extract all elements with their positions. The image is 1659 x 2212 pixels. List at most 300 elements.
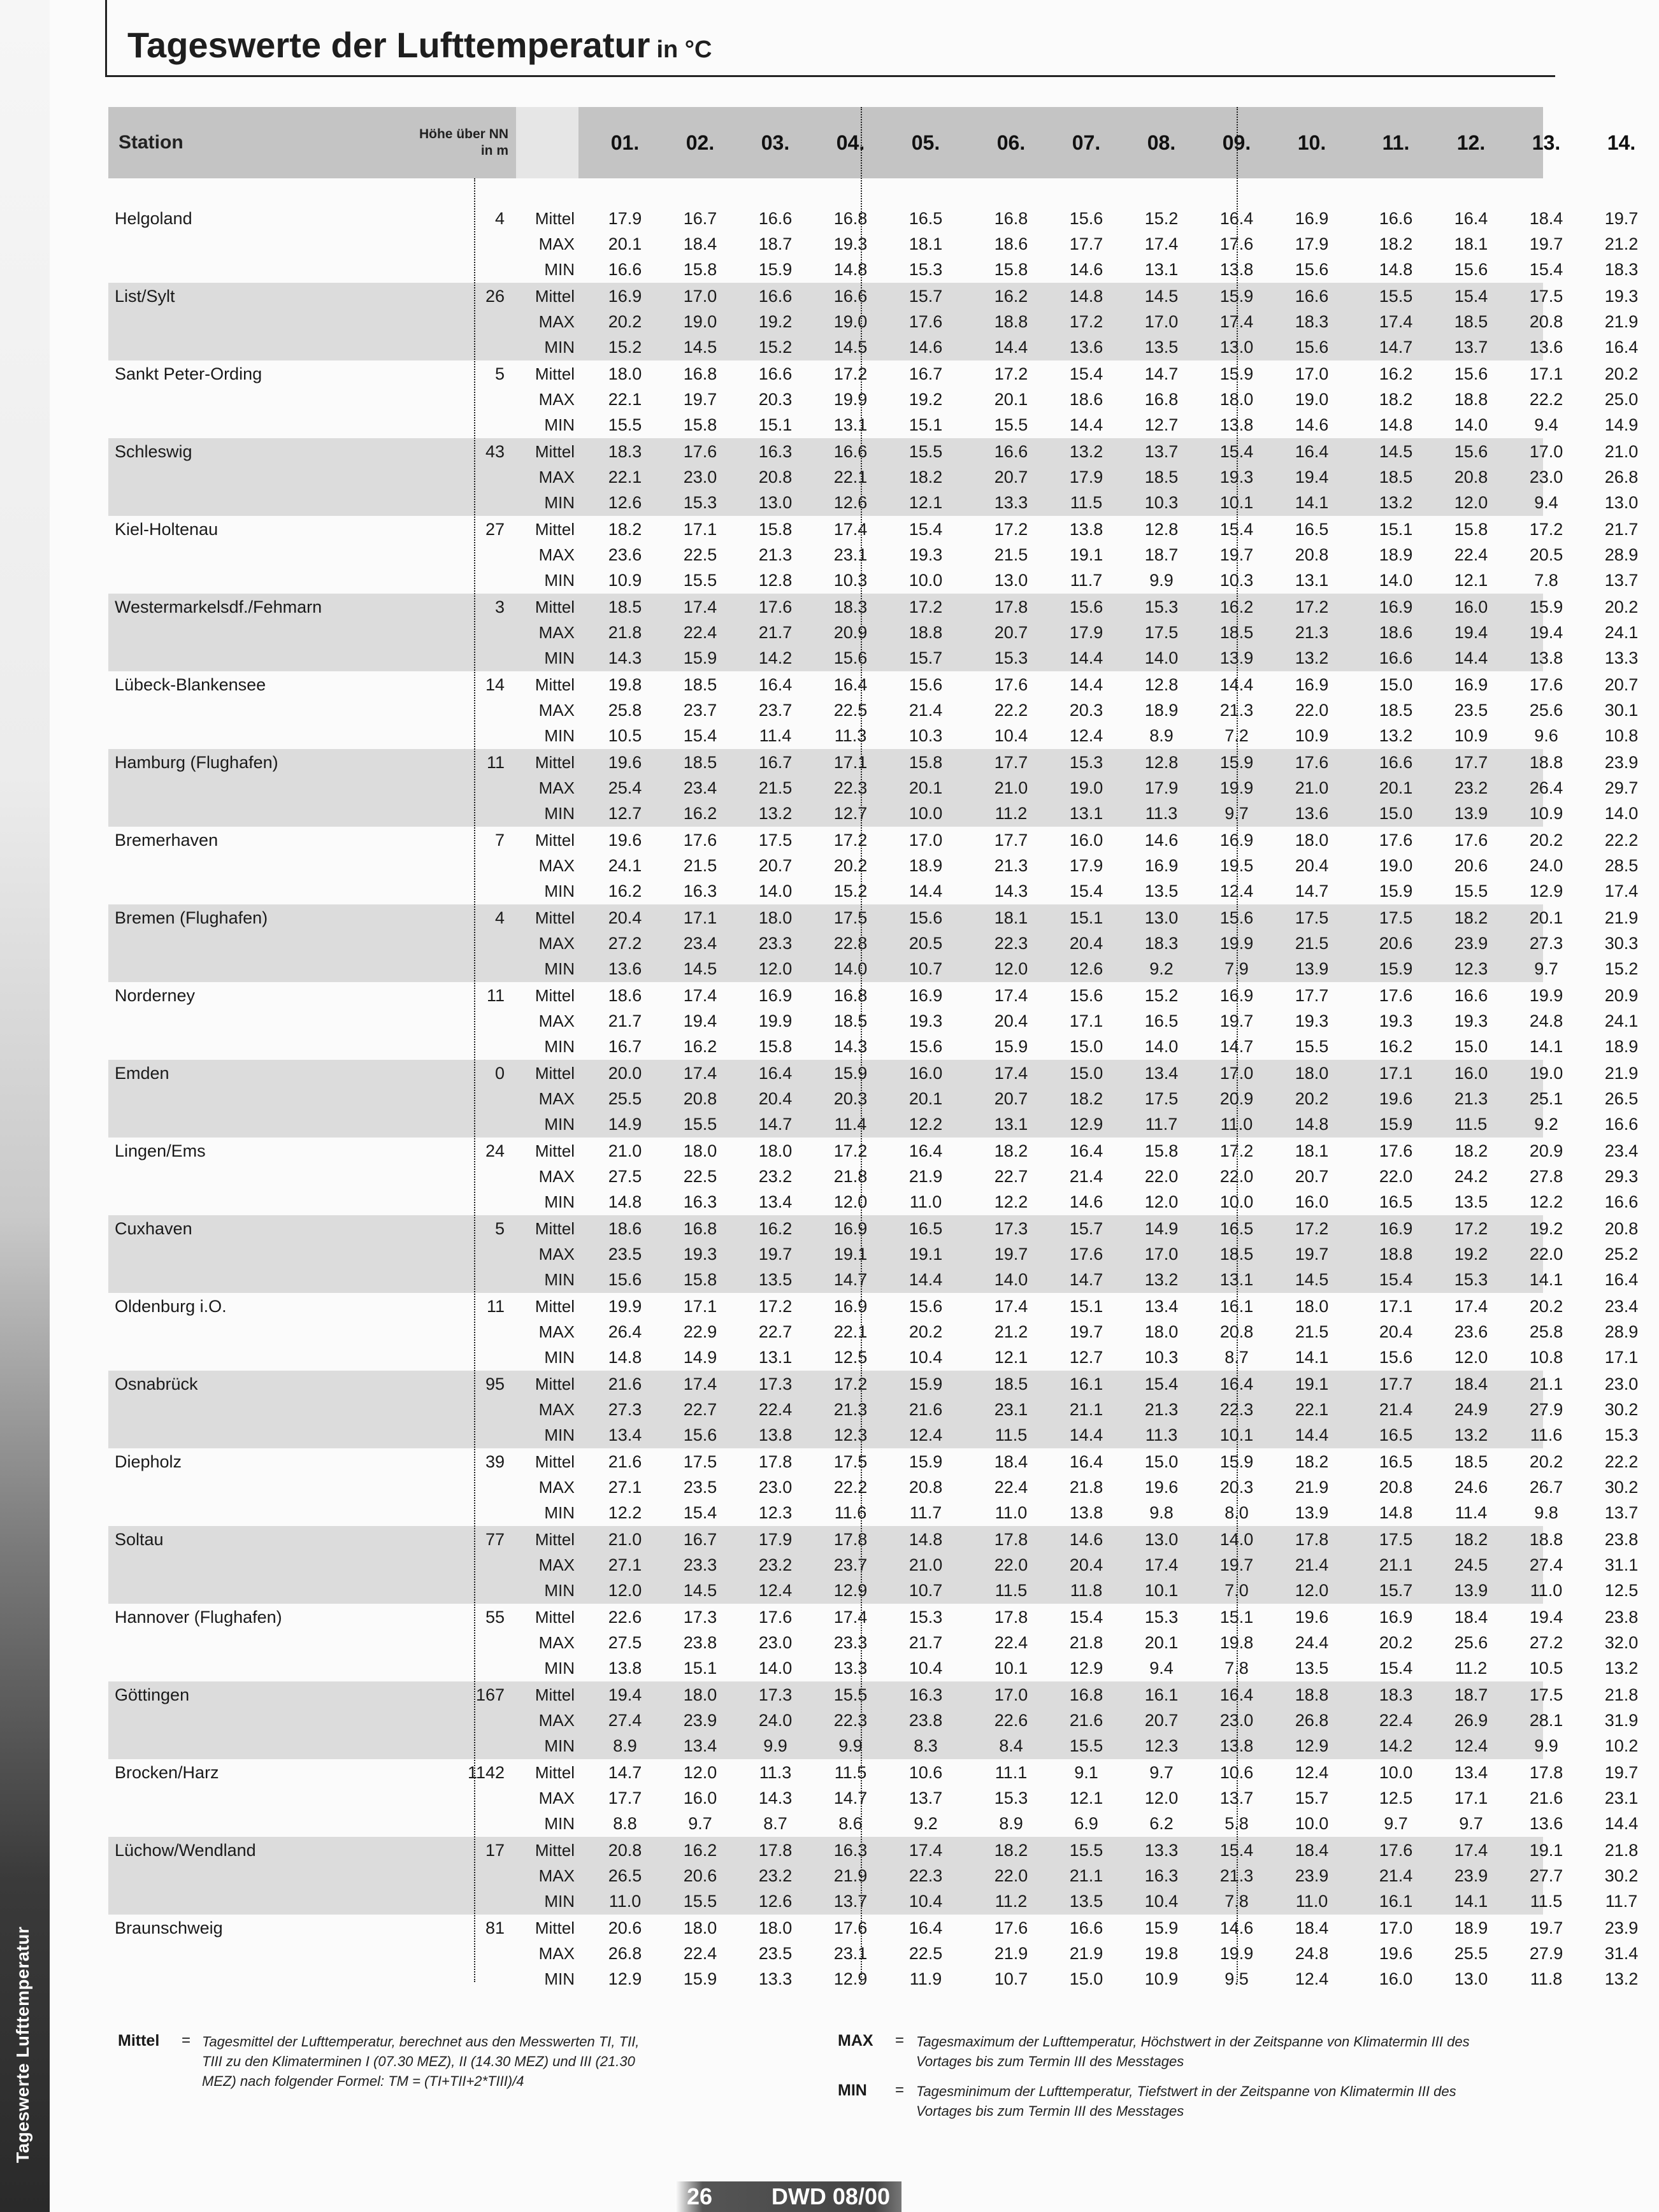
table-cell: 16.8 — [683, 1219, 717, 1238]
table-cell: 10.0 — [908, 804, 943, 823]
table-cell: 23.8 — [1604, 1608, 1639, 1627]
table-cell: 20.7 — [994, 623, 1028, 642]
table-cell: 20.4 — [1379, 1322, 1413, 1341]
table-cell: 17.8 — [994, 1530, 1028, 1549]
table-cell: 21.6 — [1069, 1711, 1103, 1730]
table-cell: 19.9 — [1219, 1944, 1254, 1963]
table-cell: 15.2 — [1144, 209, 1179, 228]
table-cell: 14.0 — [1379, 571, 1413, 590]
table-cell: 18.8 — [1529, 1530, 1563, 1549]
table-cell: 23.5 — [1454, 701, 1488, 720]
table-cell: 11.6 — [1530, 1425, 1563, 1445]
table-cell: 16.9 — [608, 287, 642, 306]
table-cell: 10.9 — [1529, 804, 1563, 823]
table-cell: 22.0 — [1295, 701, 1329, 720]
table-cell: 21.1 — [1379, 1555, 1413, 1574]
table-cell: 18.7 — [1454, 1685, 1488, 1704]
table-cell: 13.8 — [1069, 1503, 1103, 1522]
table-cell: 18.1 — [908, 234, 943, 253]
table-cell: 19.1 — [1529, 1841, 1563, 1860]
table-cell: 15.3 — [994, 648, 1028, 667]
row-type-label: Mittel — [535, 1530, 575, 1549]
table-cell: 17.6 — [1379, 1141, 1413, 1160]
table-cell: 20.3 — [833, 1089, 868, 1108]
table-cell: 22.5 — [683, 545, 717, 564]
table-cell: 14.4 — [908, 881, 943, 901]
table-cell: 20.1 — [1144, 1633, 1179, 1652]
table-cell: 12.0 — [758, 959, 793, 978]
table-cell: 19.7 — [1219, 545, 1254, 564]
table-cell: 12.1 — [994, 1348, 1028, 1367]
table-cell: 19.2 — [1529, 1219, 1563, 1238]
table-cell: 14.8 — [1379, 415, 1413, 434]
table-cell: 5.8 — [1224, 1814, 1249, 1833]
row-type-label: MAX — [538, 1245, 575, 1264]
table-cell: 15.4 — [908, 520, 943, 539]
station-name: Hannover (Flughafen) — [115, 1608, 282, 1627]
table-cell: 18.3 — [1604, 260, 1639, 279]
publication-label: DWD 08/00 — [771, 2183, 890, 2209]
table-cell: 15.9 — [1529, 597, 1563, 617]
header-day: 11. — [1382, 131, 1410, 154]
table-cell: 14.0 — [1219, 1530, 1254, 1549]
table-cell: 15.5 — [1069, 1736, 1103, 1755]
table-cell: 13.5 — [758, 1270, 793, 1289]
table-cell: 23.8 — [908, 1711, 943, 1730]
table-cell: 22.2 — [994, 701, 1028, 720]
station-name: Helgoland — [115, 209, 192, 228]
table-cell: 27.5 — [608, 1633, 642, 1652]
table-cell: 16.5 — [1379, 1452, 1413, 1471]
table-cell: 12.2 — [908, 1115, 943, 1134]
table-cell: 11.5 — [995, 1425, 1028, 1445]
station-block — [108, 594, 1639, 671]
table-cell: 10.4 — [908, 1348, 943, 1367]
table-cell: 18.6 — [994, 234, 1028, 253]
table-cell: 10.0 — [1379, 1763, 1413, 1782]
header-gap — [516, 107, 578, 178]
table-cell: 10.1 — [1219, 493, 1254, 512]
table-cell: 14.0 — [758, 1659, 793, 1678]
table-cell: 18.1 — [1454, 234, 1488, 253]
table-cell: 11.3 — [1145, 804, 1178, 823]
table-cell: 11.0 — [608, 1892, 642, 1911]
table-cell: 18.0 — [608, 364, 642, 383]
table-cell: 23.9 — [1454, 934, 1488, 953]
header-day: 09. — [1222, 131, 1251, 154]
station-height: 95 — [485, 1374, 505, 1394]
row-type-label: MIN — [544, 1270, 575, 1289]
table-cell: 10.8 — [1604, 726, 1639, 745]
table-cell: 18.8 — [994, 312, 1028, 331]
table-cell: 24.1 — [608, 856, 642, 875]
table-cell: 12.8 — [1144, 753, 1179, 772]
table-cell: 18.2 — [1379, 390, 1413, 409]
table-cell: 18.5 — [1144, 467, 1179, 487]
table-cell: 17.9 — [758, 1530, 793, 1549]
table-cell: 13.8 — [1219, 260, 1254, 279]
table-cell: 15.4 — [1144, 1374, 1179, 1394]
table-cell: 13.7 — [1219, 1788, 1254, 1808]
table-cell: 12.8 — [1144, 520, 1179, 539]
table-cell: 20.2 — [833, 856, 868, 875]
row-type-label: Mittel — [535, 986, 575, 1005]
table-cell: 12.5 — [1379, 1788, 1413, 1808]
table-cell: 16.9 — [1219, 986, 1254, 1005]
table-cell: 15.0 — [1454, 1037, 1488, 1056]
divider-day-05 — [861, 107, 862, 1982]
table-cell: 17.5 — [1379, 908, 1413, 927]
table-cell: 11.6 — [834, 1503, 867, 1522]
table-cell: 11.0 — [1530, 1581, 1563, 1600]
table-cell: 14.4 — [1604, 1814, 1639, 1833]
table-cell: 15.5 — [1069, 1841, 1103, 1860]
header-day: 06. — [996, 131, 1026, 154]
station-height: 17 — [485, 1841, 505, 1860]
table-cell: 15.4 — [1379, 1270, 1413, 1289]
table-cell: 17.1 — [833, 753, 868, 772]
row-type-label: MIN — [544, 1736, 575, 1755]
table-cell: 9.5 — [1224, 1969, 1249, 1988]
table-cell: 12.9 — [1069, 1115, 1103, 1134]
table-cell: 15.5 — [908, 442, 943, 461]
table-cell: 19.0 — [1529, 1064, 1563, 1083]
row-type-label: Mittel — [535, 364, 575, 383]
table-cell: 20.9 — [1529, 1141, 1563, 1160]
table-cell: 16.8 — [683, 364, 717, 383]
table-cell: 9.4 — [1534, 415, 1558, 434]
table-cell: 21.9 — [1069, 1944, 1103, 1963]
table-cell: 22.1 — [833, 1322, 868, 1341]
legend-max-key: MAX — [838, 2032, 873, 2050]
table-cell: 14.1 — [1295, 1348, 1329, 1367]
table-cell: 15.4 — [1219, 1841, 1254, 1860]
table-cell: 15.5 — [994, 415, 1028, 434]
table-cell: 16.9 — [758, 986, 793, 1005]
table-cell: 19.8 — [1144, 1944, 1179, 1963]
legend-max-equals: = — [895, 2032, 905, 2049]
table-cell: 15.8 — [994, 260, 1028, 279]
table-cell: 15.4 — [1379, 1659, 1413, 1678]
table-cell: 21.7 — [1604, 520, 1639, 539]
table-cell: 15.1 — [758, 415, 793, 434]
table-cell: 17.2 — [833, 1374, 868, 1394]
table-cell: 17.6 — [1219, 234, 1254, 253]
table-cell: 15.9 — [1219, 753, 1254, 772]
table-cell: 13.0 — [1144, 1530, 1179, 1549]
table-cell: 16.6 — [1069, 1918, 1103, 1937]
table-cell: 14.9 — [683, 1348, 717, 1367]
table-cell: 15.4 — [1219, 442, 1254, 461]
table-cell: 17.0 — [683, 287, 717, 306]
station-name: Braunschweig — [115, 1918, 223, 1937]
row-type-label: MAX — [538, 1633, 575, 1652]
table-cell: 15.4 — [1069, 881, 1103, 901]
table-cell: 23.4 — [1604, 1297, 1639, 1316]
table-cell: 21.3 — [758, 545, 793, 564]
table-cell: 30.1 — [1604, 701, 1639, 720]
table-cell: 29.3 — [1604, 1167, 1639, 1186]
table-cell: 20.5 — [908, 934, 943, 953]
table-cell: 17.3 — [994, 1219, 1028, 1238]
station-height: 14 — [485, 675, 505, 694]
station-height: 3 — [494, 597, 505, 617]
table-cell: 11.5 — [834, 1763, 867, 1782]
table-cell: 15.3 — [1454, 1270, 1488, 1289]
table-cell: 11.5 — [995, 1581, 1028, 1600]
table-cell: 18.4 — [1454, 1608, 1488, 1627]
table-cell: 17.4 — [1604, 881, 1639, 901]
table-cell: 16.6 — [1379, 648, 1413, 667]
table-cell: 16.6 — [608, 260, 642, 279]
table-cell: 16.5 — [1379, 1425, 1413, 1445]
station-block — [108, 1060, 1639, 1138]
table-cell: 21.3 — [1454, 1089, 1488, 1108]
station-height: 24 — [485, 1141, 505, 1160]
header-day: 12. — [1456, 131, 1486, 154]
page-title — [127, 24, 712, 66]
station-height: 43 — [485, 442, 505, 461]
table-cell: 17.9 — [1069, 467, 1103, 487]
table-cell: 21.3 — [994, 856, 1028, 875]
table-cell: 17.4 — [994, 1064, 1028, 1083]
table-cell: 17.6 — [994, 1918, 1028, 1937]
table-cell: 27.9 — [1529, 1944, 1563, 1963]
table-cell: 16.5 — [1144, 1011, 1179, 1031]
table-cell: 16.4 — [1219, 209, 1254, 228]
row-type-label: MIN — [544, 1115, 575, 1134]
table-header — [108, 107, 1636, 178]
table-cell: 17.0 — [1379, 1918, 1413, 1937]
table-cell: 17.2 — [1219, 1141, 1254, 1160]
table-cell: 23.0 — [683, 467, 717, 487]
table-cell: 17.6 — [994, 675, 1028, 694]
table-cell: 17.2 — [1295, 1219, 1329, 1238]
table-cell: 14.8 — [833, 260, 868, 279]
table-cell: 15.9 — [833, 1064, 868, 1083]
table-cell: 11.2 — [995, 804, 1028, 823]
table-cell: 16.1 — [1144, 1685, 1179, 1704]
station-name: Westermarkelsdf./Fehmarn — [115, 597, 322, 617]
station-name: Lübeck-Blankensee — [115, 675, 266, 694]
station-name: List/Sylt — [115, 287, 175, 306]
header-day: 05. — [911, 131, 940, 154]
table-cell: 13.0 — [1604, 493, 1639, 512]
table-cell: 17.1 — [1529, 364, 1563, 383]
table-cell: 18.5 — [1219, 1245, 1254, 1264]
table-cell: 22.2 — [1529, 390, 1563, 409]
station-block — [108, 438, 1639, 516]
table-cell: 19.4 — [608, 1685, 642, 1704]
table-cell: 13.6 — [1529, 338, 1563, 357]
table-cell: 14.3 — [994, 881, 1028, 901]
table-cell: 14.8 — [1379, 260, 1413, 279]
table-cell: 16.6 — [758, 209, 793, 228]
table-cell: 22.0 — [1144, 1167, 1179, 1186]
table-cell: 27.3 — [608, 1400, 642, 1419]
table-cell: 18.7 — [758, 234, 793, 253]
table-cell: 17.6 — [758, 597, 793, 617]
table-cell: 17.8 — [833, 1530, 868, 1549]
table-cell: 15.7 — [1069, 1219, 1103, 1238]
table-cell: 28.9 — [1604, 1322, 1639, 1341]
station-block — [108, 1138, 1639, 1215]
row-type-label: MIN — [544, 338, 575, 357]
table-cell: 19.3 — [1295, 1011, 1329, 1031]
table-cell: 21.3 — [1295, 623, 1329, 642]
station-name: Sankt Peter-Ording — [115, 364, 262, 383]
table-cell: 22.4 — [1379, 1711, 1413, 1730]
table-cell: 15.6 — [1069, 597, 1103, 617]
table-cell: 9.2 — [1149, 959, 1174, 978]
table-cell: 22.5 — [833, 701, 868, 720]
table-cell: 18.3 — [833, 597, 868, 617]
table-cell: 18.4 — [1454, 1374, 1488, 1394]
table-cell: 13.0 — [1219, 338, 1254, 357]
table-cell: 20.8 — [908, 1478, 943, 1497]
row-type-label: Mittel — [535, 1219, 575, 1238]
table-cell: 31.9 — [1604, 1711, 1639, 1730]
table-cell: 23.5 — [608, 1245, 642, 1264]
table-cell: 16.9 — [1379, 597, 1413, 617]
station-height: 0 — [494, 1064, 505, 1083]
row-type-label: MAX — [538, 234, 575, 253]
table-cell: 15.0 — [1069, 1037, 1103, 1056]
table-cell: 12.0 — [1454, 1348, 1488, 1367]
table-cell: 18.0 — [758, 1918, 793, 1937]
table-cell: 14.5 — [1295, 1270, 1329, 1289]
table-cell: 15.3 — [1069, 753, 1103, 772]
table-cell: 18.0 — [1295, 1297, 1329, 1316]
table-cell: 9.7 — [1224, 804, 1249, 823]
table-cell: 7.8 — [1224, 1659, 1249, 1678]
station-height: 4 — [494, 908, 505, 927]
table-cell: 10.0 — [1219, 1192, 1254, 1211]
table-cell: 11.3 — [1145, 1425, 1178, 1445]
row-type-label: Mittel — [535, 1297, 575, 1316]
table-cell: 7.8 — [1534, 571, 1558, 590]
station-height: 7 — [494, 831, 505, 850]
table-cell: 20.1 — [608, 234, 642, 253]
table-cell: 12.9 — [1295, 1736, 1329, 1755]
table-cell: 21.6 — [608, 1452, 642, 1471]
table-cell: 22.7 — [683, 1400, 717, 1419]
table-cell: 15.7 — [1295, 1788, 1329, 1808]
table-cell: 18.2 — [1454, 908, 1488, 927]
table-cell: 17.2 — [1295, 597, 1329, 617]
table-cell: 8.9 — [1149, 726, 1174, 745]
table-cell: 17.0 — [1295, 364, 1329, 383]
table-cell: 21.7 — [758, 623, 793, 642]
table-cell: 11.4 — [759, 726, 792, 745]
table-cell: 16.0 — [1454, 1064, 1488, 1083]
table-cell: 25.8 — [1529, 1322, 1563, 1341]
table-cell: 31.4 — [1604, 1944, 1639, 1963]
row-type-label: MIN — [544, 1037, 575, 1056]
table-cell: 13.1 — [758, 1348, 793, 1367]
table-cell: 23.2 — [1454, 778, 1488, 797]
table-cell: 13.6 — [1529, 1814, 1563, 1833]
table-cell: 12.6 — [758, 1892, 793, 1911]
header-day: 14. — [1607, 131, 1636, 154]
table-cell: 20.0 — [608, 1064, 642, 1083]
table-cell: 17.1 — [683, 520, 717, 539]
table-cell: 10.9 — [1454, 726, 1488, 745]
table-cell: 9.7 — [1384, 1814, 1408, 1833]
station-block — [108, 1681, 1639, 1759]
divider-label-column — [474, 178, 475, 1982]
table-cell: 17.1 — [683, 1297, 717, 1316]
table-cell: 17.4 — [1379, 312, 1413, 331]
table-cell: 14.7 — [833, 1788, 868, 1808]
station-height: 27 — [485, 520, 505, 539]
table-cell: 17.5 — [833, 908, 868, 927]
table-cell: 23.0 — [758, 1633, 793, 1652]
table-cell: 17.1 — [1454, 1788, 1488, 1808]
row-type-label: MIN — [544, 1659, 575, 1678]
table-cell: 15.2 — [1604, 959, 1639, 978]
table-cell: 12.4 — [1069, 726, 1103, 745]
table-cell: 14.8 — [908, 1530, 943, 1549]
table-cell: 19.4 — [1454, 623, 1488, 642]
table-cell: 15.5 — [1454, 881, 1488, 901]
row-type-label: MAX — [538, 1011, 575, 1031]
table-cell: 8.0 — [1224, 1503, 1249, 1522]
table-cell: 15.4 — [1219, 520, 1254, 539]
table-cell: 14.7 — [608, 1763, 642, 1782]
table-cell: 15.6 — [608, 1270, 642, 1289]
table-cell: 10.9 — [608, 571, 642, 590]
table-cell: 13.3 — [833, 1659, 868, 1678]
table-cell: 14.6 — [908, 338, 943, 357]
table-cell: 12.9 — [833, 1581, 868, 1600]
table-cell: 18.0 — [1219, 390, 1254, 409]
row-type-label: MAX — [538, 1089, 575, 1108]
station-block — [108, 1837, 1639, 1915]
table-cell: 16.6 — [1604, 1192, 1639, 1211]
row-type-label: MIN — [544, 260, 575, 279]
table-cell: 14.6 — [1144, 831, 1179, 850]
page-title-text: Tageswerte der Lufttemperatur — [127, 25, 650, 65]
table-cell: 18.6 — [1069, 390, 1103, 409]
table-cell: 18.1 — [994, 908, 1028, 927]
table-cell: 17.0 — [994, 1685, 1028, 1704]
table-cell: 18.2 — [994, 1841, 1028, 1860]
table-cell: 25.6 — [1454, 1633, 1488, 1652]
table-cell: 22.0 — [1219, 1167, 1254, 1186]
table-cell: 17.6 — [833, 1918, 868, 1937]
table-cell: 13.6 — [608, 959, 642, 978]
table-cell: 12.5 — [1604, 1581, 1639, 1600]
table-cell: 19.7 — [1529, 1918, 1563, 1937]
table-cell: 16.2 — [683, 804, 717, 823]
table-cell: 19.7 — [1219, 1555, 1254, 1574]
row-type-label: MAX — [538, 1866, 575, 1885]
table-body — [108, 205, 1639, 1992]
table-cell: 15.2 — [833, 881, 868, 901]
table-cell: 25.8 — [608, 701, 642, 720]
table-cell: 23.8 — [1604, 1530, 1639, 1549]
station-height: 11 — [486, 1297, 505, 1316]
table-cell: 15.4 — [683, 726, 717, 745]
table-cell: 18.9 — [1604, 1037, 1639, 1056]
table-cell: 13.3 — [758, 1969, 793, 1988]
table-cell: 20.4 — [1295, 856, 1329, 875]
table-cell: 26.5 — [1604, 1089, 1639, 1108]
table-cell: 26.9 — [1454, 1711, 1488, 1730]
station-height: 26 — [485, 287, 505, 306]
table-cell: 9.4 — [1534, 493, 1558, 512]
